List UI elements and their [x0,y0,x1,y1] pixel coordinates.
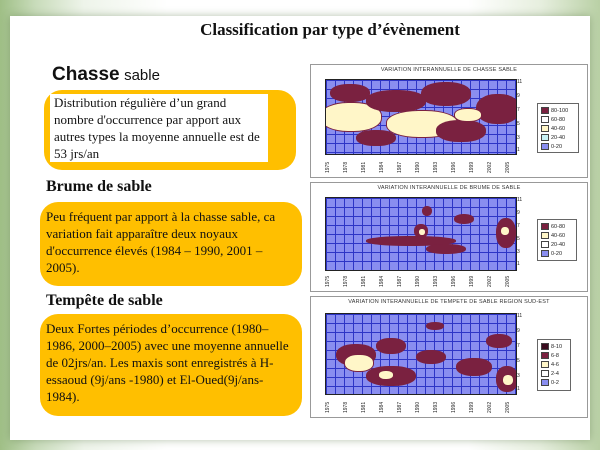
chart-chasse-legend [537,103,579,153]
legend-swatch [541,241,549,248]
x-tick-label: 1993 [433,275,439,287]
legend-label: 20-40 [551,134,566,141]
legend-label: 40-60 [551,232,566,239]
occurrence-zone [476,94,517,124]
occurrence-zone [454,108,482,122]
legend-entry [541,143,562,150]
legend-swatch [541,370,549,377]
x-tick-label: 1981 [361,275,367,287]
legend-entry [541,223,565,230]
chart-brume-legend [537,219,577,261]
chart-tempete-title: VARIATION INTERANNUELLE DE TEMPETE DE SABLE REGION SUD-EST [348,299,550,305]
legend-swatch [541,361,549,368]
legend-entry [541,241,565,248]
x-tick-label: 2005 [505,275,511,287]
x-tick-label: 1999 [469,161,475,173]
x-tick-label: 1978 [343,275,349,287]
legend-label: 80-100 [551,107,569,114]
occurrence-zone [426,322,444,330]
section-text-brume: Peu fréquent par apport à la chasse sable, ca variation fait apparaître deux noyaux d'occurrence élevés (1984 – 1990, 2001 – 2005). [46,209,276,275]
legend-swatch [541,343,549,350]
x-tick-label: 1975 [325,401,331,413]
legend-label: 60-80 [551,116,566,123]
section-text-tempete: Deux Fortes périodes d’occurrence (1980–1986, 2000–2005) avec une moyenne annuelle de 02jrs/an. Les maxis sont enregistrés à H-essaoud (9j/ans -1980) et El-Oued(9j/ans- 1984). [46,321,289,404]
x-tick-label: 1984 [379,275,385,287]
legend-swatch [541,250,549,257]
x-tick-label: 1975 [325,161,331,173]
legend-entry [541,352,559,359]
occurrence-zone [421,82,471,106]
y-tick-label: 7 [517,107,520,113]
legend-entry [541,343,562,350]
occurrence-zone [426,244,466,254]
y-tick-label: 3 [517,249,520,255]
occurrence-zone [486,334,512,348]
y-tick-label: 11 [517,197,523,203]
chart-brume-plot [325,197,517,271]
x-tick-label: 1984 [379,161,385,173]
chart-tempete-plot [325,313,517,395]
x-tick-label: 1981 [361,161,367,173]
legend-entry [541,232,565,239]
occurrence-zone [366,90,426,112]
x-tick-label: 1990 [415,401,421,413]
legend-label: 0-20 [551,250,563,257]
chart-brume-title: VARIATION INTERANNUELLE DE BRUME DE SABLE [377,185,521,191]
y-tick-label: 5 [517,236,520,242]
legend-label: 0-2 [551,379,559,386]
y-tick-label: 3 [517,373,520,379]
x-tick-label: 1987 [397,161,403,173]
x-tick-label: 1984 [379,401,385,413]
x-tick-label: 1999 [469,401,475,413]
legend-label: 20-40 [551,241,566,248]
occurrence-zone [356,130,396,146]
x-tick-label: 1996 [451,161,457,173]
section-text-chasse: Distribution régulière d’un grand nombre d'occurrence par apport aux autres types la moyenne annuelle est de 53 jrs/an [50,94,268,162]
heading-chasse-main: Chasse [52,64,120,85]
chart-chasse-sable [310,64,588,178]
section-heading-chasse [52,64,160,86]
y-tick-label: 11 [517,313,523,319]
y-tick-label: 9 [517,328,520,334]
y-tick-label: 1 [517,261,520,267]
occurrence-zone [330,84,370,102]
x-tick-label: 1987 [397,275,403,287]
x-tick-label: 1978 [343,401,349,413]
heading-chasse-sub: sable [124,67,160,84]
y-tick-label: 7 [517,343,520,349]
section-card-chasse [44,90,296,170]
section-card-brume [40,202,302,286]
legend-entry [541,361,559,368]
y-tick-label: 5 [517,358,520,364]
y-tick-label: 9 [517,210,520,216]
legend-swatch [541,223,549,230]
x-tick-label: 2002 [487,161,493,173]
legend-entry [541,107,568,114]
x-tick-label: 2005 [505,161,511,173]
legend-swatch [541,134,549,141]
x-tick-label: 1999 [469,275,475,287]
y-tick-label: 7 [517,223,520,229]
chart-chasse-plot [325,79,517,155]
y-tick-label: 9 [517,93,520,99]
x-tick-label: 2002 [487,401,493,413]
legend-swatch [541,125,549,132]
occurrence-zone [454,214,474,224]
x-tick-label: 1990 [415,161,421,173]
x-tick-label: 1987 [397,401,403,413]
slide-title: Classification par type d’évènement [200,20,460,39]
occurrence-zone [378,370,394,380]
legend-entry [541,370,559,377]
x-tick-label: 1993 [433,161,439,173]
x-tick-label: 1975 [325,275,331,287]
occurrence-zone [422,206,432,216]
legend-swatch [541,352,549,359]
occurrence-zone [502,374,514,386]
chart-tempete-sable [310,296,588,418]
x-tick-label: 1996 [451,401,457,413]
legend-entry [541,125,565,132]
section-heading-tempete: Tempête de sable [46,292,163,309]
occurrence-zone [500,226,510,236]
y-tick-label: 5 [517,121,520,127]
legend-label: 8-10 [551,343,563,350]
y-tick-label: 11 [517,79,523,85]
chart-chasse-title: VARIATION INTERANNUELLE DE CHASSE SABLE [380,67,518,73]
x-tick-label: 1978 [343,161,349,173]
legend-swatch [541,379,549,386]
legend-swatch [541,116,549,123]
legend-entry [541,134,565,141]
x-tick-label: 1981 [361,401,367,413]
legend-entry [541,116,565,123]
chart-brume-sable [310,182,588,292]
x-tick-label: 1990 [415,275,421,287]
occurrence-zone [436,120,486,142]
x-tick-label: 1996 [451,275,457,287]
occurrence-zone [418,228,426,236]
legend-label: 4-6 [551,361,559,368]
y-tick-label: 3 [517,135,520,141]
y-tick-label: 1 [517,147,520,153]
occurrence-zone [456,358,492,376]
legend-label: 60-80 [551,223,566,230]
occurrence-zone [416,350,446,364]
x-tick-label: 1993 [433,401,439,413]
legend-label: 6-8 [551,352,559,359]
legend-entry [541,379,559,386]
legend-swatch [541,232,549,239]
x-tick-label: 2002 [487,275,493,287]
legend-label: 2-4 [551,370,559,377]
legend-label: 0-20 [551,143,563,150]
legend-swatch [541,143,549,150]
section-heading-brume: Brume de sable [46,178,152,195]
chart-tempete-legend [537,339,571,391]
x-tick-label: 2005 [505,401,511,413]
legend-label: 40-60 [551,125,566,132]
legend-swatch [541,107,549,114]
legend-entry [541,250,562,257]
occurrence-zone [376,338,406,354]
y-tick-label: 1 [517,386,520,392]
section-card-tempete [40,314,302,416]
